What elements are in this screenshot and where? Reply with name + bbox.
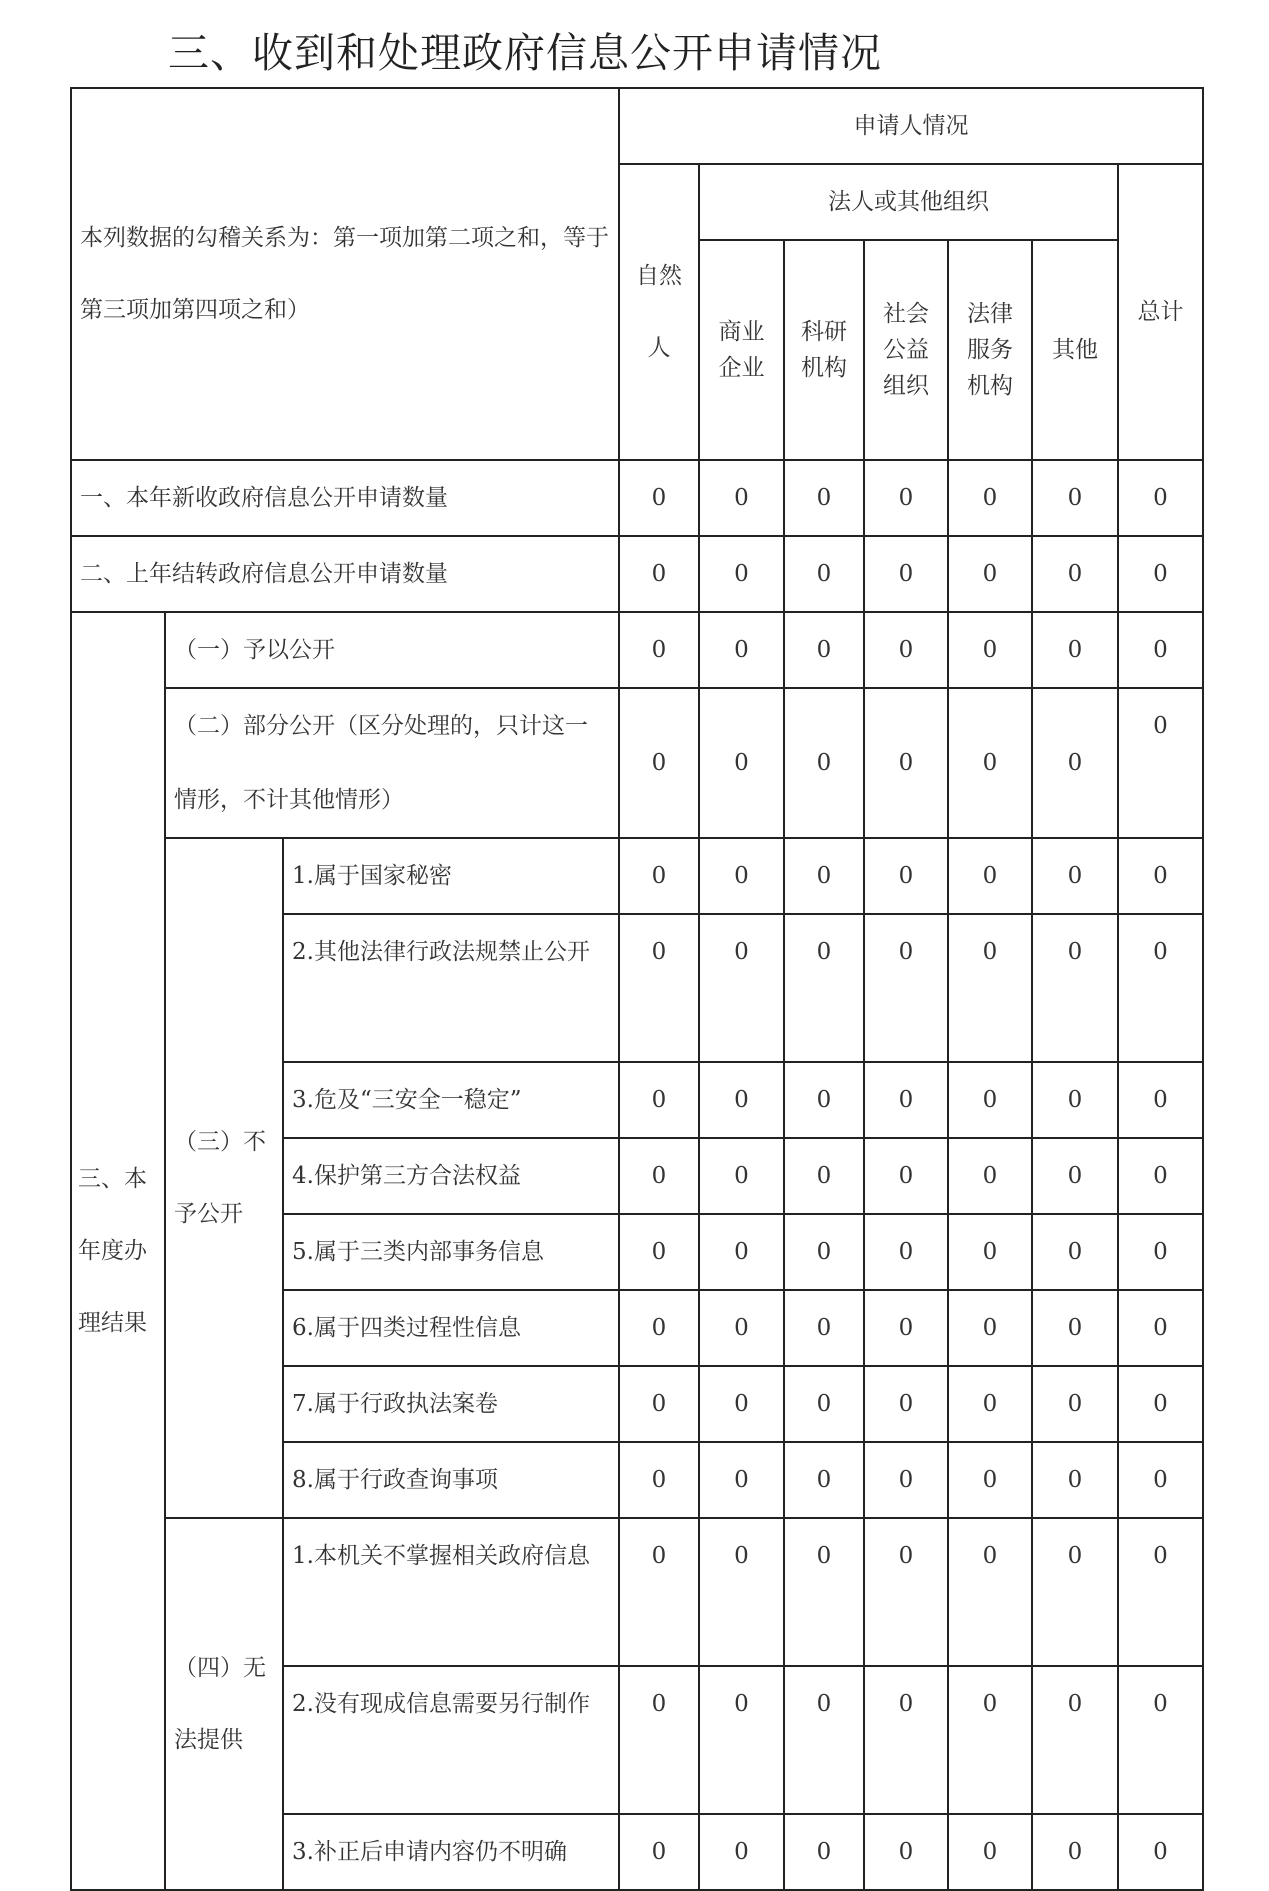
cell-research: 0 bbox=[784, 1214, 864, 1290]
header-note-cell bbox=[71, 88, 619, 460]
cell-natural-person: 0 bbox=[619, 1214, 699, 1290]
cell-public-welfare: 0 bbox=[864, 536, 948, 612]
cell-total: 0 bbox=[1118, 536, 1203, 612]
header-research: 科研机构 bbox=[784, 240, 864, 460]
cell-legal-service: 0 bbox=[948, 1290, 1032, 1366]
cell-research: 0 bbox=[784, 1366, 864, 1442]
row-label: 5.属于三类内部事务信息 bbox=[283, 1214, 619, 1290]
cell-research: 0 bbox=[784, 1814, 864, 1890]
section-3-label: 三、本年度办理结果 bbox=[71, 612, 165, 1890]
cell-total: 0 bbox=[1118, 914, 1203, 1062]
row-label: （一）予以公开 bbox=[165, 612, 619, 688]
cell-total: 0 bbox=[1118, 1214, 1203, 1290]
cell-public-welfare: 0 bbox=[864, 838, 948, 914]
cell-business: 0 bbox=[699, 460, 784, 536]
cell-natural-person: 0 bbox=[619, 612, 699, 688]
cell-business: 0 bbox=[699, 1138, 784, 1214]
cell-business: 0 bbox=[699, 838, 784, 914]
cell-natural-person: 0 bbox=[619, 1814, 699, 1890]
group-4-label: （四）无法提供 bbox=[165, 1518, 283, 1890]
cell-other: 0 bbox=[1032, 460, 1118, 536]
cell-business: 0 bbox=[699, 914, 784, 1062]
cell-public-welfare: 0 bbox=[864, 1814, 948, 1890]
cell-other: 0 bbox=[1032, 1290, 1118, 1366]
cell-natural-person: 0 bbox=[619, 688, 699, 838]
cell-natural-person: 0 bbox=[619, 838, 699, 914]
cell-public-welfare: 0 bbox=[864, 1290, 948, 1366]
cell-total: 0 bbox=[1118, 1366, 1203, 1442]
row-label: 一、本年新收政府信息公开申请数量 bbox=[71, 460, 619, 536]
cell-legal-service: 0 bbox=[948, 688, 1032, 838]
cell-natural-person: 0 bbox=[619, 1518, 699, 1666]
cell-public-welfare: 0 bbox=[864, 1366, 948, 1442]
cell-research: 0 bbox=[784, 536, 864, 612]
row-label: 3.危及“三安全一稳定” bbox=[283, 1062, 619, 1138]
cell-legal-service: 0 bbox=[948, 536, 1032, 612]
cell-business: 0 bbox=[699, 688, 784, 838]
cell-natural-person: 0 bbox=[619, 914, 699, 1062]
header-natural-person: 自然人 bbox=[619, 164, 699, 460]
cell-total: 0 bbox=[1118, 688, 1203, 838]
cell-natural-person: 0 bbox=[619, 1290, 699, 1366]
cell-research: 0 bbox=[784, 1442, 864, 1518]
header-public-welfare: 社会公益组织 bbox=[864, 240, 948, 460]
cell-total: 0 bbox=[1118, 1138, 1203, 1214]
row-label: 2.没有现成信息需要另行制作 bbox=[283, 1666, 619, 1814]
cell-other: 0 bbox=[1032, 914, 1118, 1062]
cell-research: 0 bbox=[784, 612, 864, 688]
header-legal-group: 法人或其他组织 bbox=[699, 164, 1118, 240]
header-business: 商业企业 bbox=[699, 240, 784, 460]
cell-other: 0 bbox=[1032, 688, 1118, 838]
cell-research: 0 bbox=[784, 1062, 864, 1138]
cell-legal-service: 0 bbox=[948, 838, 1032, 914]
cell-business: 0 bbox=[699, 1214, 784, 1290]
cell-total: 0 bbox=[1118, 1814, 1203, 1890]
cell-business: 0 bbox=[699, 536, 784, 612]
cell-research: 0 bbox=[784, 1518, 864, 1666]
cell-public-welfare: 0 bbox=[864, 460, 948, 536]
row-label: （二）部分公开（区分处理的，只计这一情形，不计其他情形） bbox=[165, 688, 619, 838]
cell-total: 0 bbox=[1118, 1062, 1203, 1138]
cell-other: 0 bbox=[1032, 1214, 1118, 1290]
cell-other: 0 bbox=[1032, 1138, 1118, 1214]
row-label: 1.属于国家秘密 bbox=[283, 838, 619, 914]
cell-research: 0 bbox=[784, 1666, 864, 1814]
cell-total: 0 bbox=[1118, 1518, 1203, 1666]
cell-business: 0 bbox=[699, 1366, 784, 1442]
cell-legal-service: 0 bbox=[948, 914, 1032, 1062]
cell-business: 0 bbox=[699, 1442, 784, 1518]
cell-other: 0 bbox=[1032, 1666, 1118, 1814]
cell-business: 0 bbox=[699, 1518, 784, 1666]
cell-legal-service: 0 bbox=[948, 1062, 1032, 1138]
cell-other: 0 bbox=[1032, 838, 1118, 914]
disclosure-requests-table bbox=[70, 87, 1204, 1891]
row-label: 7.属于行政执法案卷 bbox=[283, 1366, 619, 1442]
cell-total: 0 bbox=[1118, 1666, 1203, 1814]
cell-business: 0 bbox=[699, 1062, 784, 1138]
cell-natural-person: 0 bbox=[619, 1442, 699, 1518]
cell-other: 0 bbox=[1032, 612, 1118, 688]
cell-total: 0 bbox=[1118, 1290, 1203, 1366]
cell-other: 0 bbox=[1032, 536, 1118, 612]
row-label: 二、上年结转政府信息公开申请数量 bbox=[71, 536, 619, 612]
cell-legal-service: 0 bbox=[948, 1366, 1032, 1442]
cell-business: 0 bbox=[699, 1814, 784, 1890]
header-total: 总计 bbox=[1118, 164, 1203, 460]
cell-legal-service: 0 bbox=[948, 1666, 1032, 1814]
row-label: 4.保护第三方合法权益 bbox=[283, 1138, 619, 1214]
cell-natural-person: 0 bbox=[619, 1062, 699, 1138]
group-3-label: （三）不予公开 bbox=[165, 838, 283, 1518]
cell-natural-person: 0 bbox=[619, 1366, 699, 1442]
cell-legal-service: 0 bbox=[948, 1138, 1032, 1214]
cell-other: 0 bbox=[1032, 1814, 1118, 1890]
cell-legal-service: 0 bbox=[948, 460, 1032, 536]
cell-public-welfare: 0 bbox=[864, 688, 948, 838]
cell-natural-person: 0 bbox=[619, 1666, 699, 1814]
cell-research: 0 bbox=[784, 1290, 864, 1366]
cell-public-welfare: 0 bbox=[864, 1138, 948, 1214]
header-applicant: 申请人情况 bbox=[619, 88, 1203, 164]
cell-public-welfare: 0 bbox=[864, 1666, 948, 1814]
cell-legal-service: 0 bbox=[948, 1814, 1032, 1890]
cell-research: 0 bbox=[784, 688, 864, 838]
cell-research: 0 bbox=[784, 914, 864, 1062]
cell-public-welfare: 0 bbox=[864, 1518, 948, 1666]
cell-total: 0 bbox=[1118, 838, 1203, 914]
cell-other: 0 bbox=[1032, 1518, 1118, 1666]
cell-total: 0 bbox=[1118, 612, 1203, 688]
cell-public-welfare: 0 bbox=[864, 1442, 948, 1518]
cell-total: 0 bbox=[1118, 460, 1203, 536]
row-label: 1.本机关不掌握相关政府信息 bbox=[283, 1518, 619, 1666]
cell-other: 0 bbox=[1032, 1062, 1118, 1138]
cell-research: 0 bbox=[784, 838, 864, 914]
cell-other: 0 bbox=[1032, 1366, 1118, 1442]
cell-legal-service: 0 bbox=[948, 1214, 1032, 1290]
row-label: 6.属于四类过程性信息 bbox=[283, 1290, 619, 1366]
cell-business: 0 bbox=[699, 1290, 784, 1366]
header-other: 其他 bbox=[1032, 240, 1118, 460]
header-note: 本列数据的勾稽关系为：第一项加第二项之和，等于第三项加第四项之和） bbox=[80, 225, 609, 323]
cell-business: 0 bbox=[699, 612, 784, 688]
row-label: 2.其他法律行政法规禁止公开 bbox=[283, 914, 619, 1062]
cell-public-welfare: 0 bbox=[864, 612, 948, 688]
cell-legal-service: 0 bbox=[948, 612, 1032, 688]
cell-business: 0 bbox=[699, 1666, 784, 1814]
cell-total: 0 bbox=[1118, 1442, 1203, 1518]
cell-legal-service: 0 bbox=[948, 1518, 1032, 1666]
cell-public-welfare: 0 bbox=[864, 914, 948, 1062]
header-legal-service: 法律服务机构 bbox=[948, 240, 1032, 460]
cell-natural-person: 0 bbox=[619, 1138, 699, 1214]
cell-natural-person: 0 bbox=[619, 536, 699, 612]
row-label: 8.属于行政查询事项 bbox=[283, 1442, 619, 1518]
cell-natural-person: 0 bbox=[619, 460, 699, 536]
cell-public-welfare: 0 bbox=[864, 1062, 948, 1138]
cell-other: 0 bbox=[1032, 1442, 1118, 1518]
cell-legal-service: 0 bbox=[948, 1442, 1032, 1518]
cell-public-welfare: 0 bbox=[864, 1214, 948, 1290]
cell-research: 0 bbox=[784, 1138, 864, 1214]
row-label: 3.补正后申请内容仍不明确 bbox=[283, 1814, 619, 1890]
page-title: 三、收到和处理政府信息公开申请情况 bbox=[168, 29, 882, 77]
cell-research: 0 bbox=[784, 460, 864, 536]
